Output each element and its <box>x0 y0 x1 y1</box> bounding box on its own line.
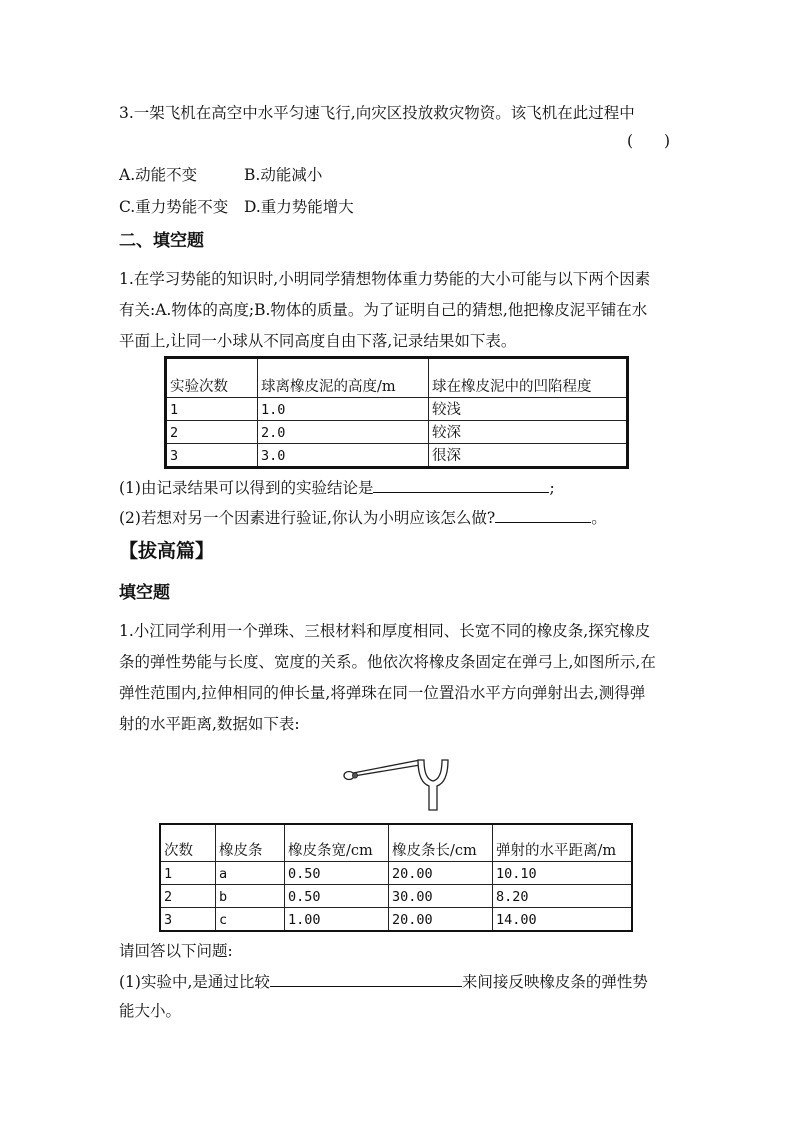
table-cell: 10.10 <box>493 862 633 885</box>
option-c: C.重力势能不变 <box>119 198 229 216</box>
table-header-cell: 弹射的水平距离/m <box>493 824 633 862</box>
answer-prompt: 请回答以下问题: <box>119 942 233 960</box>
option-a: A.动能不变 <box>119 166 198 184</box>
table-cell: 1.00 <box>285 908 389 932</box>
s2-q1-line-3: 平面上,让同一小球从不同高度自由下落,记录结果如下表。 <box>119 332 517 350</box>
table-cell: 20.00 <box>389 862 493 885</box>
sub-question-end: ; <box>549 479 555 497</box>
sub-question-text: (1)实验中,是通过比较 <box>119 973 270 991</box>
gravity-experiment-table <box>164 356 629 469</box>
adv-q1-line-1: 1.小江同学利用一个弹珠、三根材料和厚度相同、长宽不同的橡皮条,探究橡皮 <box>119 622 651 640</box>
table-cell: 1 <box>160 862 216 885</box>
table-row <box>166 398 628 421</box>
table-header-cell: 球离橡皮泥的高度/m <box>258 358 429 398</box>
table-row <box>160 862 632 885</box>
adv-q1-line-2: 条的弹性势能与长度、宽度的关系。他依次将橡皮条固定在弹弓上,如图所示,在 <box>119 653 656 671</box>
table-header-cell: 次数 <box>160 824 216 862</box>
answer-blank[interactable] <box>270 970 462 987</box>
sub-question-text-end: 来间接反映橡皮条的弹性势 <box>461 973 648 991</box>
section-heading-fill-blank: 二、填空题 <box>119 231 204 251</box>
s2-sub-question-1 <box>119 476 555 499</box>
table-cell: 20.00 <box>389 908 493 932</box>
table-header-row <box>160 824 632 862</box>
table-cell: 较深 <box>429 421 628 444</box>
table-header-row <box>166 358 628 398</box>
table-cell: 0.50 <box>285 885 389 908</box>
table-cell: c <box>216 908 285 932</box>
s2-q1-line-2: 有关:A.物体的高度;B.物体的质量。为了证明自己的猜想,他把橡皮泥平铺在水 <box>119 301 648 319</box>
table-cell: 2.0 <box>258 421 429 444</box>
elastic-potential-table <box>159 823 633 932</box>
table-cell: 2 <box>160 885 216 908</box>
adv-sub-question-1-cont: 能大小。 <box>119 1002 182 1020</box>
table-cell: b <box>216 885 285 908</box>
table-header-cell: 橡皮条 <box>216 824 285 862</box>
option-b: B.动能减小 <box>244 166 323 184</box>
sub-question-text: (2)若想对另一个因素进行验证,你认为小明应该怎么做? <box>119 509 496 527</box>
advanced-subheading: 填空题 <box>119 583 170 603</box>
table-header-cell: 橡皮条宽/cm <box>285 824 389 862</box>
table-cell: 0.50 <box>285 862 389 885</box>
sub-question-text: (1)由记录结果可以得到的实验结论是 <box>119 479 374 497</box>
table-cell: 很深 <box>429 444 628 468</box>
table-cell: a <box>216 862 285 885</box>
table-cell: 8.20 <box>493 885 633 908</box>
adv-q1-line-4: 射的水平距离,数据如下表: <box>119 715 300 733</box>
table-row <box>166 421 628 444</box>
table-row <box>160 908 632 932</box>
table-cell: 30.00 <box>389 885 493 908</box>
table-cell: 3 <box>160 908 216 932</box>
s2-q1-line-1: 1.在学习势能的知识时,小明同学猜想物体重力势能的大小可能与以下两个因素 <box>119 270 651 288</box>
table-cell: 3.0 <box>258 444 429 468</box>
table-header-cell: 球在橡皮泥中的凹陷程度 <box>429 358 628 398</box>
table-cell: 3 <box>166 444 258 468</box>
table-cell: 较浅 <box>429 398 628 421</box>
answer-blank[interactable] <box>495 506 591 523</box>
table-header-cell: 橡皮条长/cm <box>389 824 493 862</box>
adv-q1-line-3: 弹性范围内,拉伸相同的伸长量,将弹珠在同一位置沿水平方向弹射出去,测得弹 <box>119 684 646 702</box>
table-cell: 14.00 <box>493 908 633 932</box>
table-row <box>160 885 632 908</box>
advanced-section-heading: 【拔高篇】 <box>119 540 215 562</box>
slingshot-figure <box>338 752 468 814</box>
table-row <box>166 444 628 468</box>
answer-parentheses: ( ) <box>627 132 671 150</box>
s2-sub-question-2 <box>119 506 607 529</box>
adv-sub-question-1 <box>119 970 648 993</box>
option-d: D.重力势能增大 <box>244 198 354 216</box>
sub-question-end: 。 <box>591 509 607 527</box>
table-cell: 2 <box>166 421 258 444</box>
table-cell: 1.0 <box>258 398 429 421</box>
table-cell: 1 <box>166 398 258 421</box>
question-3-text: 3.一架飞机在高空中水平匀速飞行,向灾区投放救灾物资。该飞机在此过程中 <box>119 104 635 122</box>
table-header-cell: 实验次数 <box>166 358 258 398</box>
answer-blank[interactable] <box>373 476 549 493</box>
